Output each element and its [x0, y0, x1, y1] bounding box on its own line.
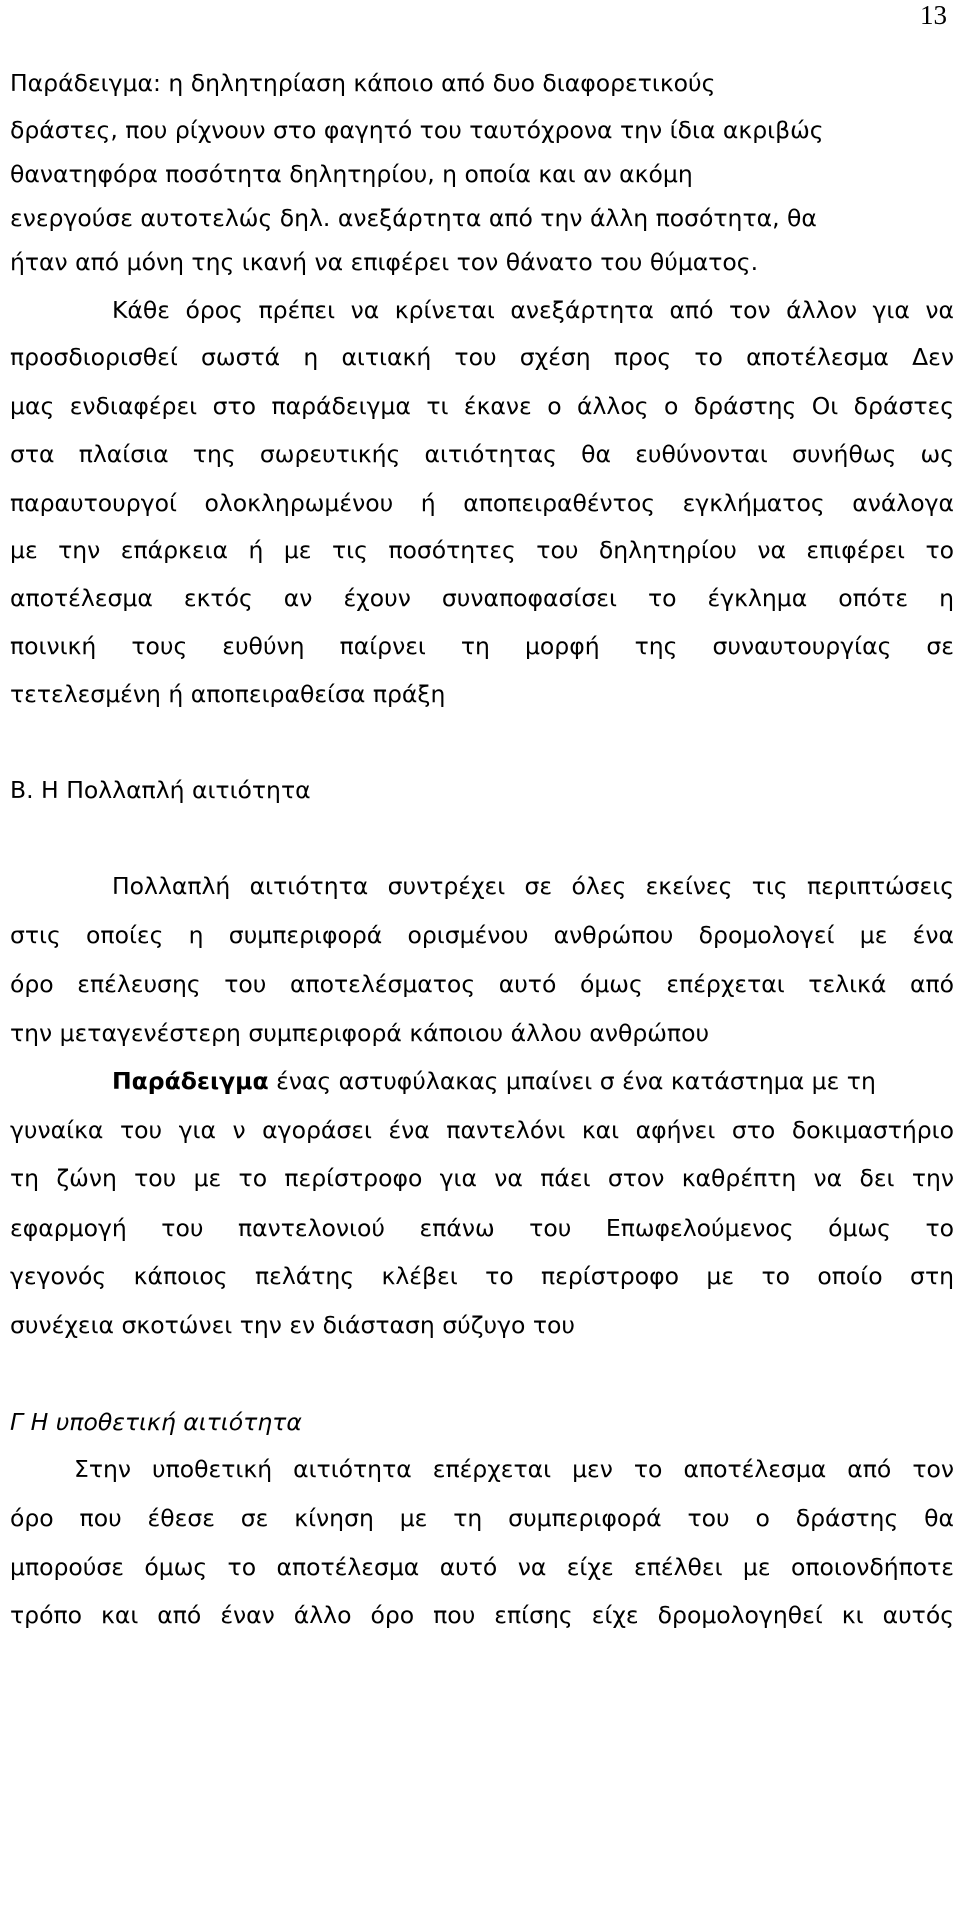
example-line-4: εφαρμογή του παντελονιού επάνω του Επωφελούμενος όμως το — [10, 1214, 954, 1242]
para2-line-4: στα πλαίσια της σωρευτικής αιτιότητας θα ευθύνονται συνήθως ως — [10, 440, 954, 468]
example-line-2: γυναίκα του για ν αγοράσει ένα παντελόνι και αφήνει στο δοκιμαστήριο — [10, 1116, 954, 1144]
example-label: Παράδειγμα — [112, 1067, 269, 1095]
para2-line-1: Κάθε όρος πρέπει να κρίνεται ανεξάρτητα από τον άλλον για να — [112, 296, 954, 324]
para1-line-2: δράστες, που ρίχνουν στο φαγητό του ταυτόχρονα την ίδια ακριβώς — [10, 116, 824, 144]
section-c-line-3: μπορούσε όμως το αποτέλεσμα αυτό να είχε επέλθει με οποιονδήποτε — [10, 1553, 954, 1581]
example-line-3: τη ζώνη του με το περίστροφο για να πάει στον καθρέπτη να δει την — [10, 1164, 954, 1192]
section-b-line-3: όρο επέλευσης του αποτελέσματος αυτό όμως επέρχεται τελικά από — [10, 970, 954, 998]
para2-line-2: προσδιορισθεί σωστά η αιτιακή του σχέση προς το αποτέλεσμα Δεν — [10, 343, 954, 371]
page-number: 13 — [920, 0, 947, 30]
para2-line-6: με την επάρκεια ή με τις ποσότητες του δηλητηρίου να επιφέρει το — [10, 536, 954, 564]
para2-line-5: παραυτουργοί ολοκληρωμένου ή αποπειραθέντος εγκλήματος ανάλογα — [10, 489, 954, 517]
section-b-line-4: την μεταγενέστερη συμπεριφορά κάποιου άλλου ανθρώπου — [10, 1019, 710, 1047]
section-b-line-1: Πολλαπλή αιτιότητα συντρέχει σε όλες εκείνες τις περιπτώσεις — [112, 872, 954, 900]
example-line-1-text: ένας αστυφύλακας μπαίνει σ ένα κατάστημα με τη — [276, 1067, 876, 1095]
para1-line-1: Παράδειγμα: η δηλητηρίαση κάποιο από δυο διαφορετικούς — [10, 69, 716, 97]
example-line-6: συνέχεια σκοτώνει την εν διάσταση σύζυγο του — [10, 1311, 576, 1339]
para2-line-8: ποινική τους ευθύνη παίρνει τη μορφή της συναυτουργίας σε — [10, 632, 954, 660]
section-b-heading: Β. Η Πολλαπλή αιτιότητα — [10, 776, 311, 804]
para1-line-5: ήταν από μόνη της ικανή να επιφέρει τον θάνατο του θύματος. — [10, 248, 759, 276]
section-c-line-2: όρο που έθεσε σε κίνηση με τη συμπεριφορά του ο δράστης θα — [10, 1504, 954, 1532]
para1-line-4: ενεργούσε αυτοτελώς δηλ. ανεξάρτητα από την άλλη ποσότητα, θα — [10, 204, 817, 232]
section-c-line-1: Στην υποθετική αιτιότητα επέρχεται μεν το αποτέλεσμα από τον — [74, 1455, 954, 1483]
section-c-heading: Γ Η υποθετική αιτιότητα — [10, 1408, 302, 1436]
para2-line-9: τετελεσμένη ή αποπειραθείσα πράξη — [10, 680, 446, 708]
para1-line-3: θανατηφόρα ποσότητα δηλητηρίου, η οποία και αν ακόμη — [10, 160, 693, 188]
section-b-line-2: στις οποίες η συμπεριφορά ορισμένου ανθρώπου δρομολογεί με ένα — [10, 921, 954, 949]
example-line-1 — [112, 1067, 954, 1095]
example-line-5: γεγονός κάποιος πελάτης κλέβει το περίστροφο με το οποίο στη — [10, 1262, 954, 1290]
section-c-line-4: τρόπο και από έναν άλλο όρο που επίσης είχε δρομολογηθεί κι αυτός — [10, 1601, 954, 1629]
para2-line-7: αποτέλεσμα εκτός αν έχουν συναποφασίσει το έγκλημα οπότε η — [10, 584, 954, 612]
para2-line-3: μας ενδιαφέρει στο παράδειγμα τι έκανε ο άλλος ο δράστης Οι δράστες — [10, 392, 954, 420]
